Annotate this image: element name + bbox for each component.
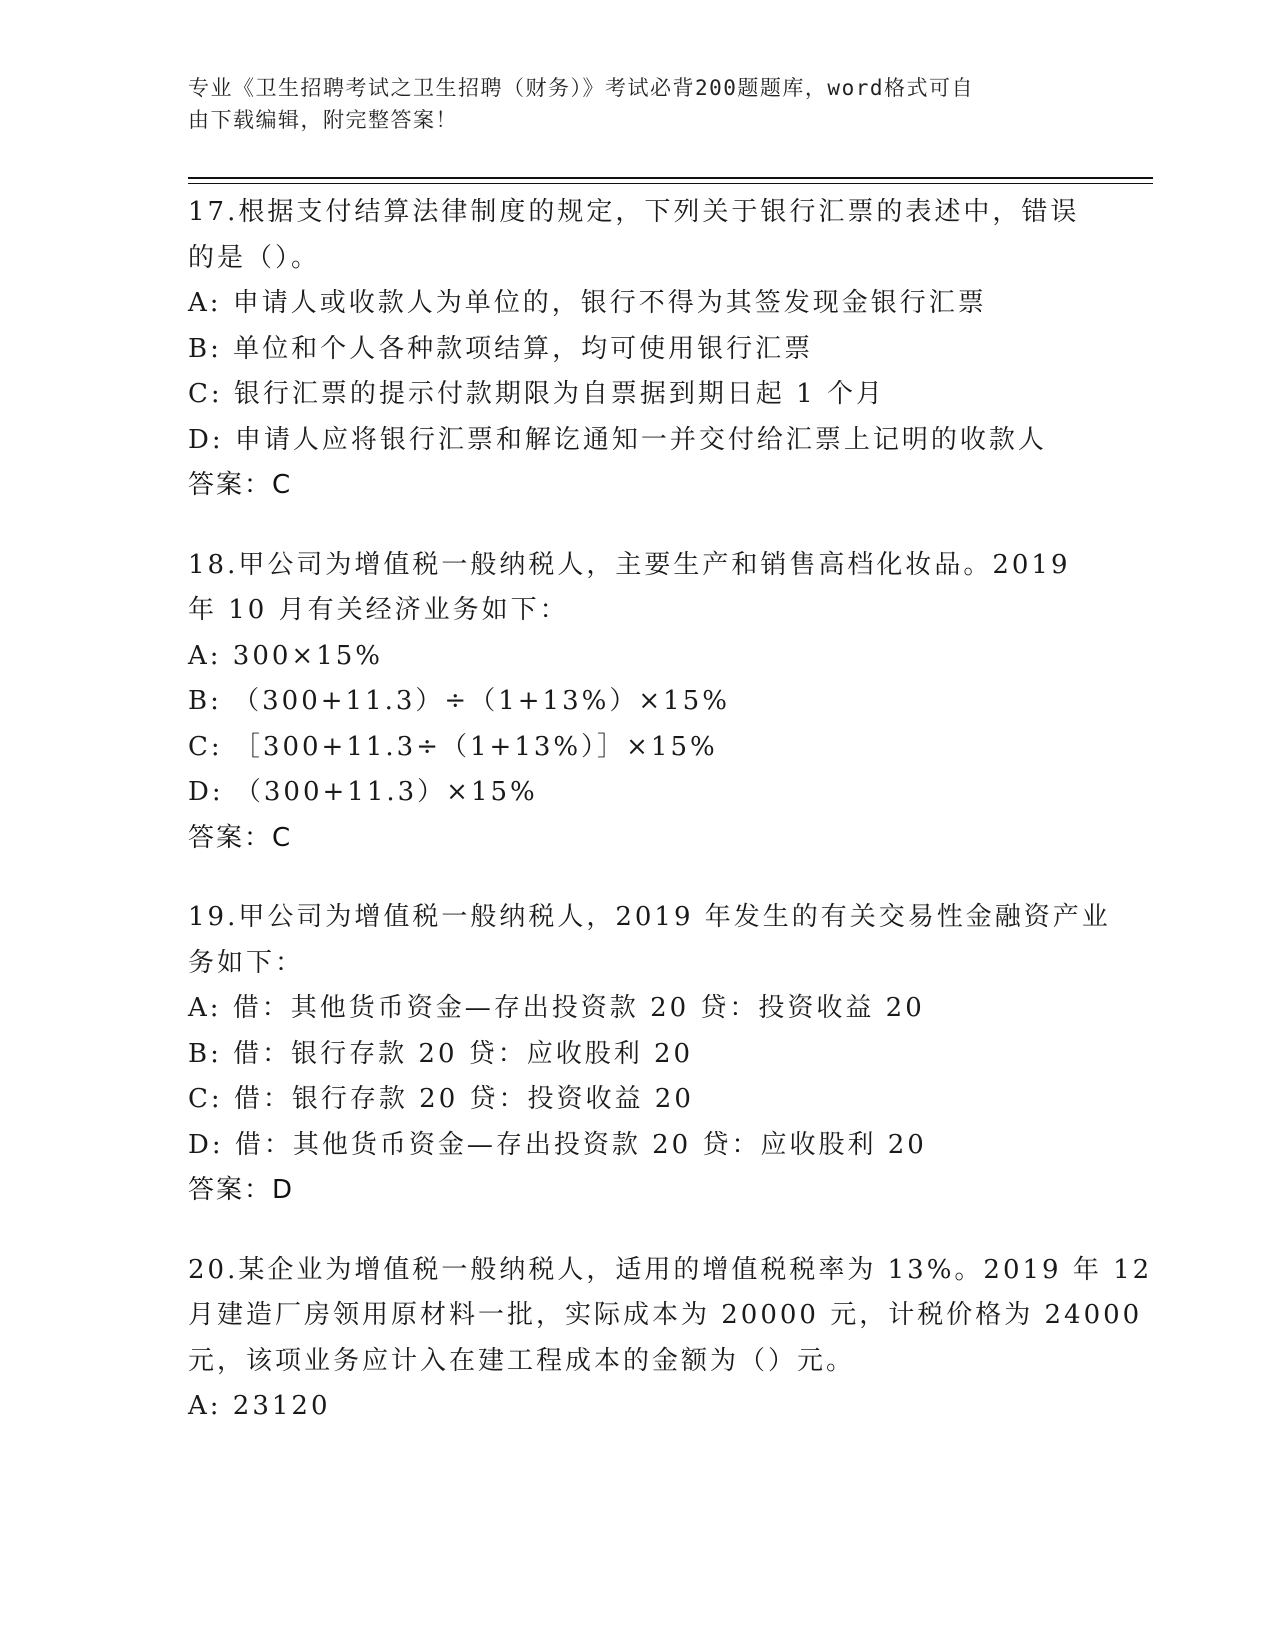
option-d: D: 借：其他货币资金—存出投资款 20 贷：应收股利 20 [188, 1129, 927, 1160]
question-18 [188, 543, 1088, 862]
stem-line: 19.甲公司为增值税一般纳税人，2019 年发生的有关交易性金融资产业 [188, 902, 1111, 932]
option-b: B: 单位和个人各种款项结算，均可使用银行汇票 [188, 333, 814, 364]
option-d: D: （300+11.3）×15% [188, 777, 538, 807]
question-list [188, 190, 1153, 1464]
stem-line: 20.某企业为增值税一般纳税人，适用的增值税税率为 13%。2019 年 12 [188, 1254, 1153, 1285]
option-c: C: 借：银行存款 20 贷：投资收益 20 [188, 1084, 694, 1114]
stem-line: 18.甲公司为增值税一般纳税人，主要生产和销售高档化妆品。2019 [188, 549, 1071, 580]
answer-text: 答案：D [188, 1175, 295, 1205]
question-stem [188, 1248, 1153, 1385]
header-divider-thin [188, 183, 1153, 184]
stem-line: 年 10 月有关经济业务如下： [188, 595, 569, 625]
option-a: A: 300×15% [188, 640, 384, 671]
question-17 [188, 190, 1088, 509]
option-b: B: 借：银行存款 20 贷：应收股利 20 [188, 1038, 694, 1069]
stem-line: 月建造厂房领用原材料一批，实际成本为 20000 元，计税价格为 24000 [188, 1300, 1143, 1330]
question-19 [188, 895, 1111, 1214]
header-line-1: 专业《卫生招聘考试之卫生招聘（财务）》考试必背200题题库，word格式可自 [188, 76, 974, 100]
option-a: A: 借：其他货币资金—存出投资款 20 贷：投资收益 20 [188, 993, 925, 1023]
option-b: B: （300+11.3）÷（1+13%）×15% [188, 686, 730, 716]
header-line-2: 由下载编辑，附完整答案！ [188, 108, 458, 132]
stem-line: 元，该项业务应计入在建工程成本的金额为（）元。 [188, 1345, 856, 1376]
question-stem [188, 190, 1088, 281]
option-d: D: 申请人应将银行汇票和解讫通知一并交付给汇票上记明的收款人 [188, 424, 1047, 455]
answer-text: 答案：C [188, 822, 293, 853]
question-20 [188, 1248, 1153, 1430]
option-c: C: ［300+11.3÷（1+13%）］×15% [188, 731, 718, 762]
stem-line: 17.根据支付结算法律制度的规定，下列关于银行汇票的表述中，错误 [188, 197, 1080, 227]
document-header [188, 72, 1068, 136]
option-c: C: 银行汇票的提示付款期限为自票据到期日起 1 个月 [188, 379, 885, 409]
stem-line: 的是（）。 [188, 242, 321, 273]
option-a: A: 申请人或收款人为单位的，银行不得为其签发现金银行汇票 [188, 288, 987, 318]
option-a: A: 23120 [188, 1391, 331, 1421]
stem-line: 务如下： [188, 947, 305, 978]
question-stem [188, 543, 1088, 634]
question-stem [188, 895, 1111, 986]
answer-text: 答案：C [188, 470, 293, 500]
header-divider-thick [188, 177, 1153, 179]
